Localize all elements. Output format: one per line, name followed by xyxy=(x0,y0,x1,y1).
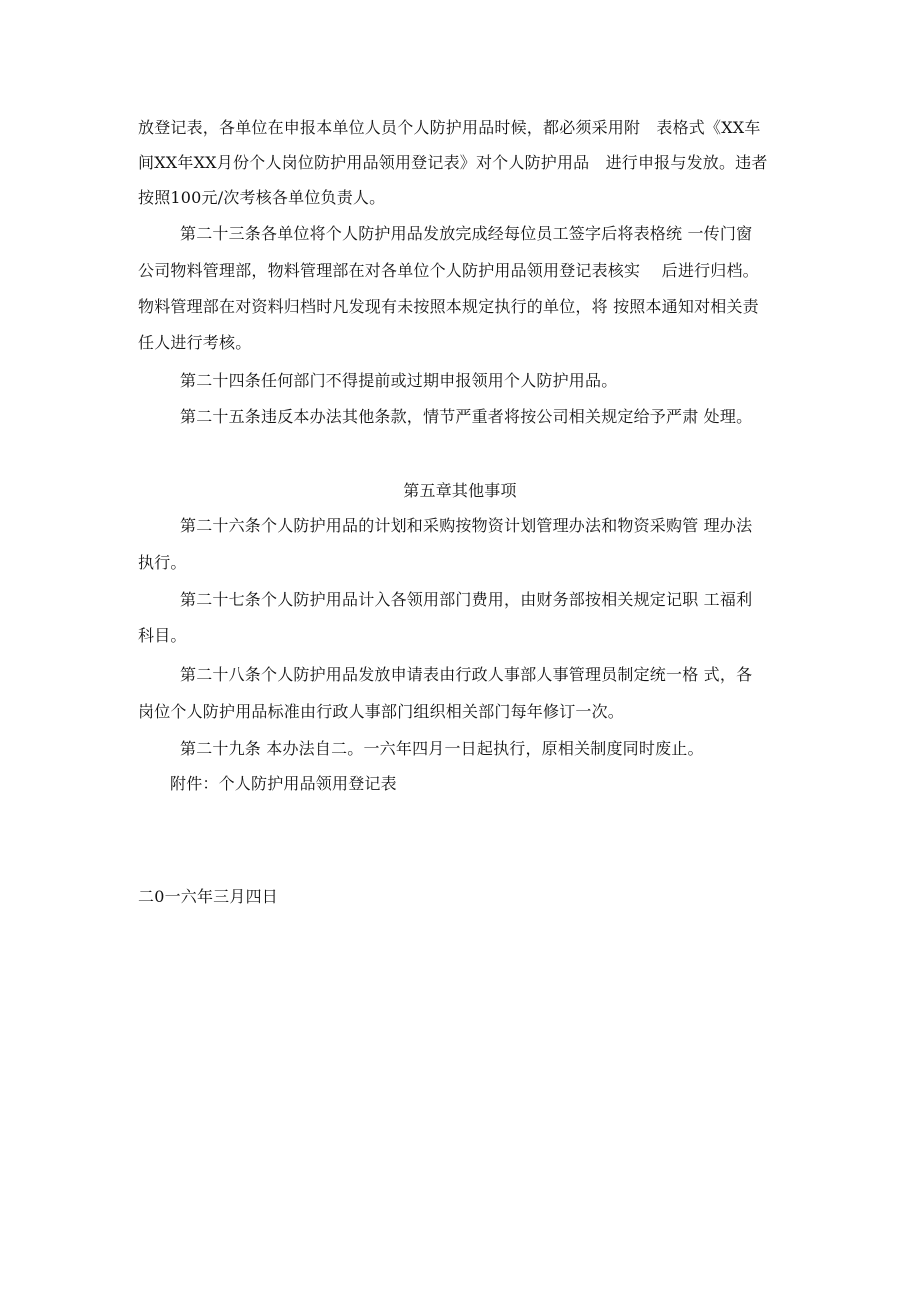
chapter-title: 第五章其他事项 xyxy=(403,481,517,500)
paragraph-line: 间XX年XX月份个人岗位防护用品领用登记表》对个人防护用品 进行申报与发放。违者 xyxy=(138,153,768,172)
article-27-line: 科目。 xyxy=(138,626,187,645)
article-26-line: 执行。 xyxy=(138,553,187,572)
article-28-line: 岗位个人防护用品标准由行政人事部门组织相关部门每年修订一次。 xyxy=(138,702,625,721)
article-24: 第二十四条任何部门不得提前或过期申报领用个人防护用品。 xyxy=(180,371,618,390)
article-23-line: 公司物料管理部，物料管理部在对各单位个人防护用品领用登记表核实 后进行归档。 xyxy=(138,261,759,280)
article-27-line: 第二十七条个人防护用品计入各领用部门费用，由财务部按相关规定记职 工福利 xyxy=(180,590,753,609)
paragraph-line: 按照100元/次考核各单位负责人。 xyxy=(138,188,386,207)
article-26-line: 第二十六条个人防护用品的计划和采购按物资计划管理办法和物资采购管 理办法 xyxy=(180,516,753,535)
article-23-line: 第二十三条各单位将个人防护用品发放完成经每位员工签字后将表格统 一传门窗 xyxy=(180,224,753,243)
document-date: 二0一六年三月四日 xyxy=(138,887,278,906)
article-23-line: 任人进行考核。 xyxy=(138,333,252,352)
article-29: 第二十九条 本办法自二。一六年四月一日起执行，原相关制度同时废止。 xyxy=(180,739,704,758)
article-25: 第二十五条违反本办法其他条款，情节严重者将按公司相关规定给予严肃 处理。 xyxy=(180,407,753,426)
article-28-line: 第二十八条个人防护用品发放申请表由行政人事部人事管理员制定统一格 式，各 xyxy=(180,665,753,684)
paragraph-line: 放登记表，各单位在申报本单位人员个人防护用品时候，都必须采用附 表格式《XX车 xyxy=(138,118,761,137)
article-23-line: 物料管理部在对资料归档时凡发现有未按照本规定执行的单位，将 按照本通知对相关责 xyxy=(138,297,759,316)
attachment-note: 附件：个人防护用品领用登记表 xyxy=(170,774,397,793)
